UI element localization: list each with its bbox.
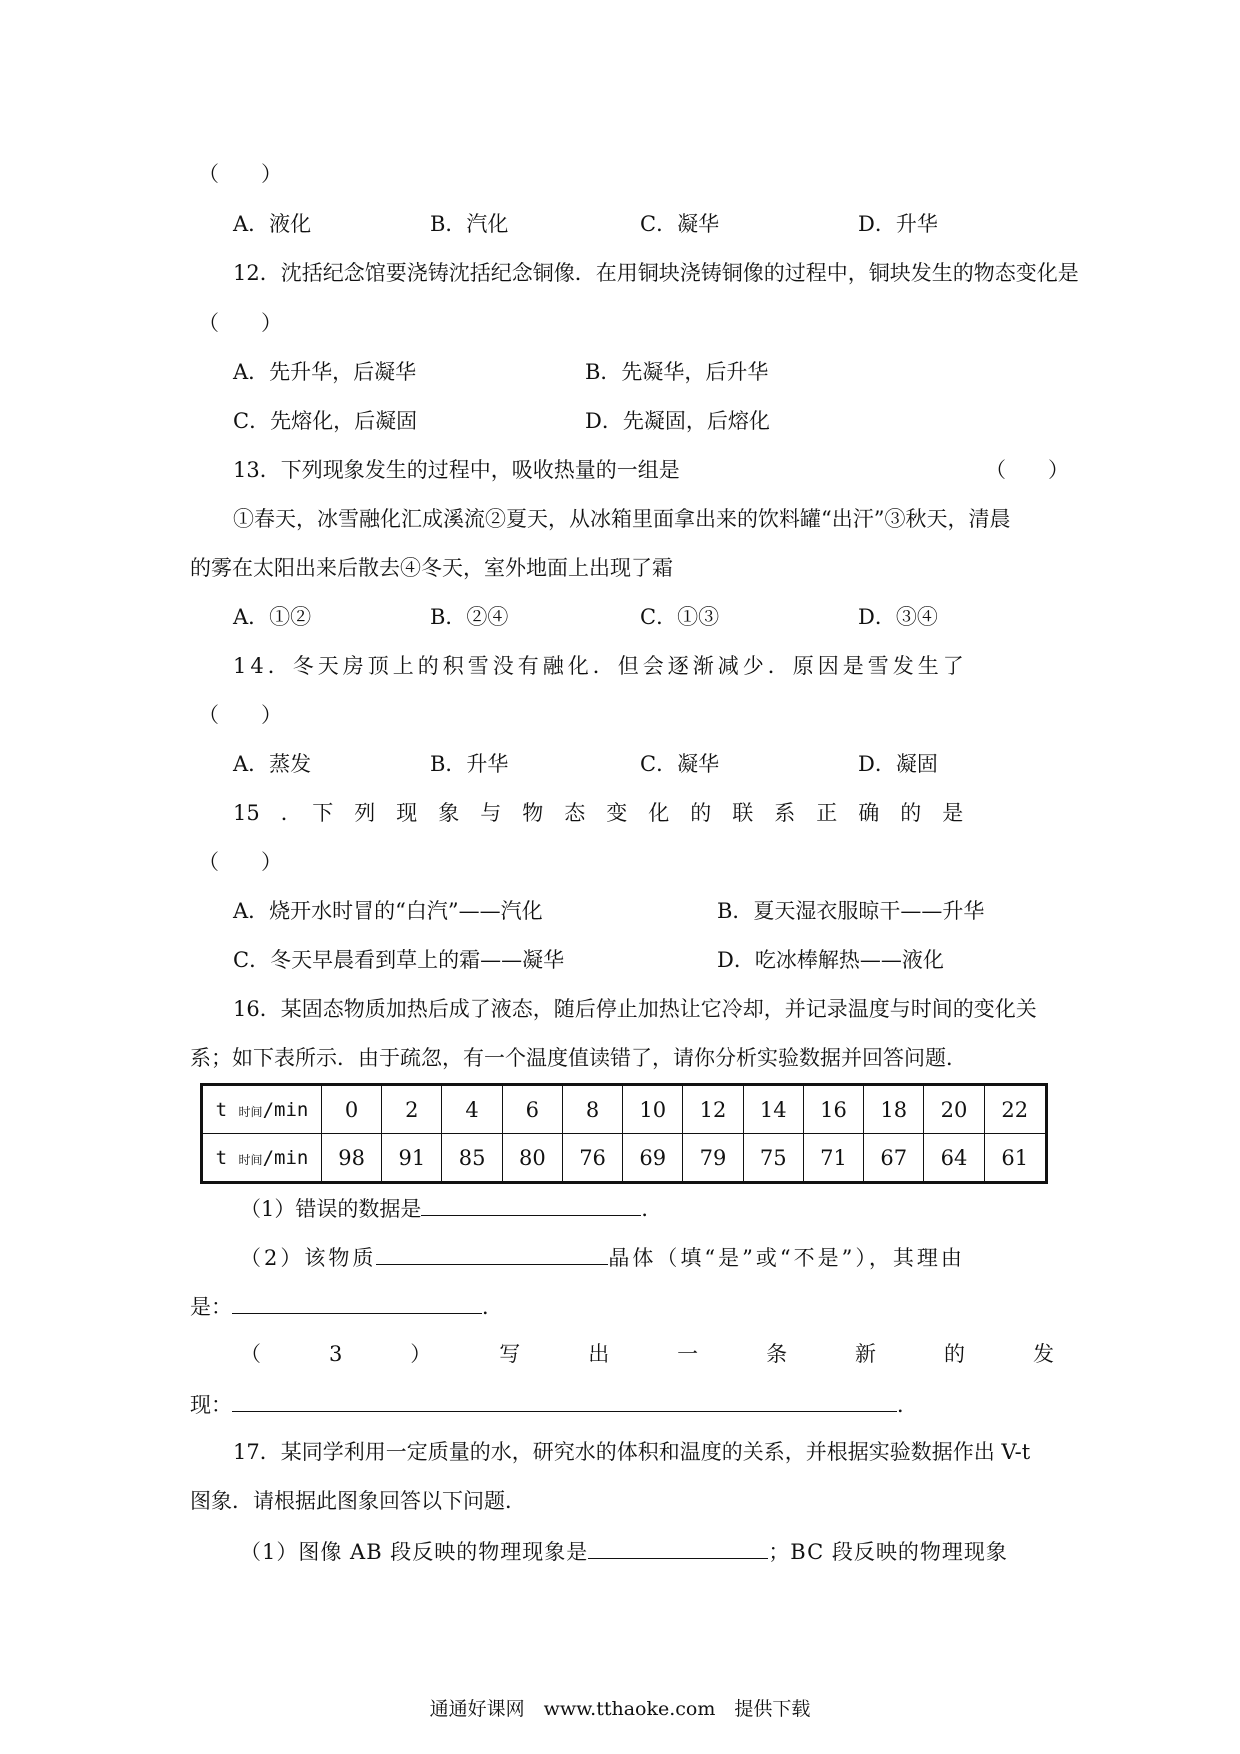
table-cell: 67	[864, 1134, 924, 1183]
q11-option-b: B．汽化	[430, 212, 509, 236]
q14-option-c: C．凝华	[640, 752, 720, 776]
q12-option-a: A．先升华，后凝华	[233, 360, 417, 384]
q12-option-c: C．先熔化，后凝固	[233, 409, 418, 433]
q12-answer-bracket: （ ）	[198, 311, 282, 335]
q14-stem: 14．冬天房顶上的积雪没有融化．但会逐渐减少．原因是雪发生了	[233, 654, 968, 678]
table-cell: 12	[683, 1085, 743, 1134]
q16-sub3-part: 新	[855, 1342, 877, 1366]
row-header-unit: /min	[262, 1146, 309, 1169]
q16-sub3-answer-blank[interactable]	[232, 1389, 897, 1412]
q15-answer-bracket: （ ）	[198, 850, 282, 874]
table-cell: 20	[924, 1085, 984, 1134]
q16-sub3-part: 的	[944, 1342, 965, 1366]
table-cell: 71	[803, 1134, 863, 1183]
q16-sub3-part: 3	[328, 1342, 343, 1366]
table-cell: 2	[382, 1085, 442, 1134]
q17-stem-line1: 17．某同学利用一定质量的水，研究水的体积和温度的关系，并根据实验数据作出 V-t	[233, 1440, 1031, 1464]
q16-sub2-reason	[190, 1291, 503, 1321]
q16-sub3-part: （	[240, 1342, 261, 1366]
q16-sub3	[240, 1340, 1054, 1368]
table-cell: 69	[623, 1134, 683, 1183]
q13-option-c: C．①③	[640, 605, 720, 629]
table-cell: 6	[502, 1085, 562, 1134]
q16-sub2-text: （2）该物质	[240, 1246, 377, 1270]
q15-option-d: D．吃冰棒解热——液化	[717, 948, 944, 972]
q16-sub1	[240, 1193, 662, 1223]
q13-option-a: A．①②	[233, 605, 312, 629]
q11-option-a: A．液化	[233, 212, 312, 236]
q11-option-d: D．升华	[858, 212, 938, 236]
row-header-symbol: t	[215, 1146, 239, 1169]
q16-sub3-part: 写	[499, 1342, 521, 1366]
q16-sub2-period: ．	[482, 1295, 503, 1319]
q14-option-d: D．凝固	[858, 752, 938, 776]
table-cell: 98	[322, 1134, 382, 1183]
table-cell: 64	[924, 1134, 984, 1183]
q14-option-b: B．升华	[430, 752, 509, 776]
q16-sub3-part: 发	[1032, 1342, 1054, 1366]
table-row	[202, 1134, 1047, 1183]
table-cell: 79	[683, 1134, 743, 1183]
q16-sub3-part: 一	[677, 1342, 699, 1366]
q15-option-c: C．冬天早晨看到草上的霜——凝华	[233, 948, 565, 972]
q12-stem: 12．沈括纪念馆要浇铸沈括纪念铜像．在用铜块浇铸铜像的过程中，铜块发生的物态变化是	[233, 261, 1079, 285]
row-header-symbol: t	[215, 1098, 239, 1121]
page-footer: 通通好课网 www.tthaoke.com 提供下载	[429, 1698, 811, 1720]
table-cell: 8	[562, 1085, 622, 1134]
table-cell: 76	[562, 1134, 622, 1183]
q16-sub1-text: （1）错误的数据是	[240, 1197, 422, 1221]
row-header-unit: /min	[262, 1098, 309, 1121]
q16-sub2	[240, 1242, 965, 1272]
table-cell: 85	[442, 1134, 502, 1183]
q16-stem-line1: 16．某固态物质加热后成了液态，随后停止加热让它冷却，并记录温度与时间的变化关	[233, 997, 1037, 1021]
table-cell: 80	[502, 1134, 562, 1183]
table-cell: 91	[382, 1134, 442, 1183]
q16-sub3-finding	[190, 1389, 918, 1419]
table-cell: 22	[984, 1085, 1046, 1134]
q17-stem-line2: 图象．请根据此图象回答以下问题．	[190, 1489, 526, 1513]
q13-option-b: B．②④	[430, 605, 509, 629]
q12-option-b: B．先凝华，后升华	[585, 360, 769, 384]
row-header-time	[202, 1085, 322, 1134]
q16-sub2-text-b: 晶体（填“是”或“不是”），其理由	[608, 1246, 965, 1270]
q13-stem-line1: ①春天，冰雪融化汇成溪流②夏天，从冰箱里面拿出来的饮料罐“出汗”③秋天，清晨	[233, 507, 1011, 531]
temperature-time-table	[200, 1083, 1048, 1184]
q11-option-c: C．凝华	[640, 212, 720, 236]
table-row	[202, 1085, 1047, 1134]
q15-option-b: B．夏天湿衣服晾干——升华	[717, 899, 985, 923]
q15-option-a: A．烧开水时冒的“白汽”——汽化	[233, 899, 543, 923]
q16-sub2-answer-blank[interactable]	[376, 1242, 608, 1265]
q16-stem-line2: 系；如下表所示．由于疏忽，有一个温度值读错了，请你分析实验数据并回答问题．	[190, 1046, 967, 1070]
q16-sub2-reason-blank[interactable]	[232, 1291, 482, 1314]
q13-stem: 13．下列现象发生的过程中，吸收热量的一组是	[233, 458, 680, 482]
table-cell: 10	[623, 1085, 683, 1134]
table-cell: 75	[743, 1134, 803, 1183]
q17-sub1-answer-blank[interactable]	[588, 1536, 768, 1559]
q16-sub3-period: ．	[897, 1393, 918, 1417]
q16-sub3-part: 条	[766, 1342, 788, 1366]
q16-sub3-part: 出	[588, 1342, 610, 1366]
q11-answer-bracket: （ ）	[198, 162, 282, 186]
row-header-temperature	[202, 1134, 322, 1183]
q12-option-d: D．先凝固，后熔化	[585, 409, 770, 433]
q16-sub1-period: ．	[641, 1197, 663, 1221]
table-cell: 61	[984, 1134, 1046, 1183]
q17-sub1	[240, 1536, 1008, 1566]
q13-stem-line2: 的雾在太阳出来后散去④冬天，室外地面上出现了霜	[190, 556, 673, 580]
table-cell: 0	[322, 1085, 382, 1134]
table-cell: 14	[743, 1085, 803, 1134]
q13-answer-bracket: （ ）	[985, 458, 1069, 482]
q15-stem: 15 ． 下 列 现 象 与 物 态 变 化 的 联 系 正 确 的 是	[233, 801, 964, 825]
table-cell: 16	[803, 1085, 863, 1134]
q14-answer-bracket: （ ）	[198, 703, 282, 727]
table-cell: 18	[864, 1085, 924, 1134]
q16-sub3-part: ）	[410, 1342, 432, 1366]
q16-sub2-reason-label: 是：	[190, 1295, 232, 1319]
q14-option-a: A．蒸发	[233, 752, 312, 776]
row-header-subscript: 时间	[238, 1104, 263, 1119]
q17-sub1-text: （1）图像 AB 段反映的物理现象是	[240, 1540, 589, 1564]
q16-sub1-answer-blank[interactable]	[421, 1193, 641, 1216]
q17-sub1-text-b: ；BC 段反映的物理现象	[768, 1540, 1008, 1564]
q13-option-d: D．③④	[858, 605, 938, 629]
table-cell: 4	[442, 1085, 502, 1134]
row-header-subscript: 时间	[238, 1152, 263, 1167]
q16-sub3-label: 现：	[190, 1393, 232, 1417]
